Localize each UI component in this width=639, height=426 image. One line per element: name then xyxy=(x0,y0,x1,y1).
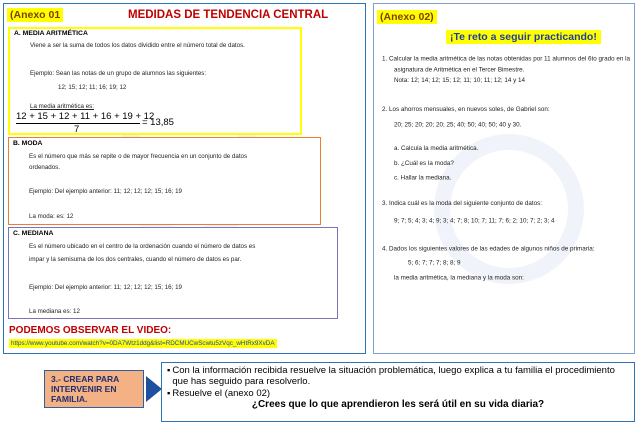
media-box xyxy=(8,27,302,135)
page-title: MEDIDAS DE TENDENCIA CENTRAL xyxy=(128,9,329,21)
instruction-bullet-2 xyxy=(167,388,629,399)
q3-line2: 9; 7; 5; 4; 3; 4; 9; 3; 4; 7; 8; 10; 7; 11; 7; 6; 2; 10; 7; 2; 3; 4 xyxy=(394,216,555,225)
step-label: 3.- CREAR PARA INTERVENIR EN FAMILIA. xyxy=(51,374,120,405)
bullet-icon: ▪ xyxy=(167,365,171,376)
q2-line1: 2. Los ahorros mensuales, en nuevos soles, de Gabriel son: xyxy=(382,106,550,114)
media-example-intro: Ejemplo: Sean las notas de un grupo de alumnos las siguientes: xyxy=(30,70,207,77)
anexo-01-label: (Anexo 01 xyxy=(7,8,63,22)
anexo-01-panel xyxy=(3,3,366,354)
q2-a: a. Calcula la media aritmética. xyxy=(394,144,479,153)
media-definition: Viene a ser la suma de todos los datos dividido entre el número total de datos. xyxy=(30,42,245,49)
step-label-box xyxy=(44,370,144,408)
media-result: = 13,85 xyxy=(142,117,174,128)
mediana-example: Ejemplo: Del ejemplo anterior: 11; 12; 12; 12; 15; 16; 19 xyxy=(29,284,182,291)
anexo-02-label: (Anexo 02) xyxy=(377,10,437,24)
mediana-heading: C. MEDIANA xyxy=(13,230,54,237)
video-title: PODEMOS OBSERVAR EL VIDEO: xyxy=(9,325,172,336)
q4-line2: 5; 6; 7; 7; 7; 8; 8; 9 xyxy=(408,259,461,268)
q4-line3: la media aritmética, la mediana y la moda son: xyxy=(394,274,524,282)
q1-line1: 1. Calcular la media aritmética de las notas obtenidas por 11 alumnos del 6to grado en la xyxy=(382,55,631,63)
mediana-box xyxy=(8,227,338,319)
video-link[interactable]: https://www.youtube.com/watch?v=0DA7Wtz1ddg&list=RDCMUCwScwtu5zVqc_wHtRx9XvDA xyxy=(11,340,275,347)
q1-line3: Nota: 12; 14; 12; 15; 12; 11; 10; 11; 12; 14 y 14 xyxy=(394,76,526,84)
q2-c: c. Hallar la mediana. xyxy=(394,174,452,182)
instruction-text-1: Con la información recibida resuelve la situación problemática, luego explica a tu familia el procedimiento que has seguido para resolverlo. xyxy=(172,365,615,388)
q1-line2: asignatura de Aritmética en el Tercer Bimestre. xyxy=(394,65,525,74)
instructions-box xyxy=(161,362,635,422)
moda-result: La moda: es: 12 xyxy=(29,213,74,220)
reflection-question: ¿Crees que lo que aprendieron les será útil en su vida diaria? xyxy=(251,399,545,411)
media-denominator: 7 xyxy=(74,124,80,135)
practice-banner: ¡Te reto a seguir practicando! xyxy=(446,30,601,44)
mediana-result: La mediana es: 12 xyxy=(29,308,80,315)
q4-line1: 4. Dados los siguientes valores de las edades de algunos niños de primaria: xyxy=(382,244,595,253)
moda-example: Ejemplo: Del ejemplo anterior: 11; 12; 12; 12; 15; 16; 19 xyxy=(29,188,182,195)
moda-heading: B. MODA xyxy=(13,140,43,147)
bullet-icon: ▪ xyxy=(167,387,171,399)
moda-box xyxy=(8,137,321,225)
moda-definition-2: ordenados. xyxy=(29,164,60,171)
anexo-02-panel xyxy=(373,3,635,354)
moda-definition-1: Es el número que más se repite o de mayor frecuencia en un conjunto de datos xyxy=(29,153,248,160)
media-numerator: 12 + 15 + 12 + 11 + 16 + 19 + 12 xyxy=(16,111,155,122)
mediana-definition-2: impar y la semisuma de los dos centrales, cuando el número de datos es par. xyxy=(29,256,242,263)
instruction-bullet-1 xyxy=(167,365,629,388)
questions xyxy=(382,54,634,284)
q2-b: b. ¿Cuál es la moda? xyxy=(394,159,454,167)
media-example-values: 12; 15; 12; 11; 16; 19; 12 xyxy=(58,84,127,91)
mediana-definition-1: Es el número ubicado en el centro de la ordenación cuando el número de datos es xyxy=(29,243,256,250)
q3-line1: 3. Indica cuál es la moda del siguiente conjunto de datos: xyxy=(382,199,542,208)
media-heading: A. MEDIA ARITMÉTICA xyxy=(14,30,88,37)
instruction-text-2: Resuelve el (anexo 02) xyxy=(172,387,271,399)
media-result-label: La media aritmética es: xyxy=(30,103,94,110)
arrow-right-icon xyxy=(146,376,162,402)
q2-line2: 20; 25; 20; 20; 20; 25; 40; 50; 40; 50; 40 y 30. xyxy=(394,120,522,129)
